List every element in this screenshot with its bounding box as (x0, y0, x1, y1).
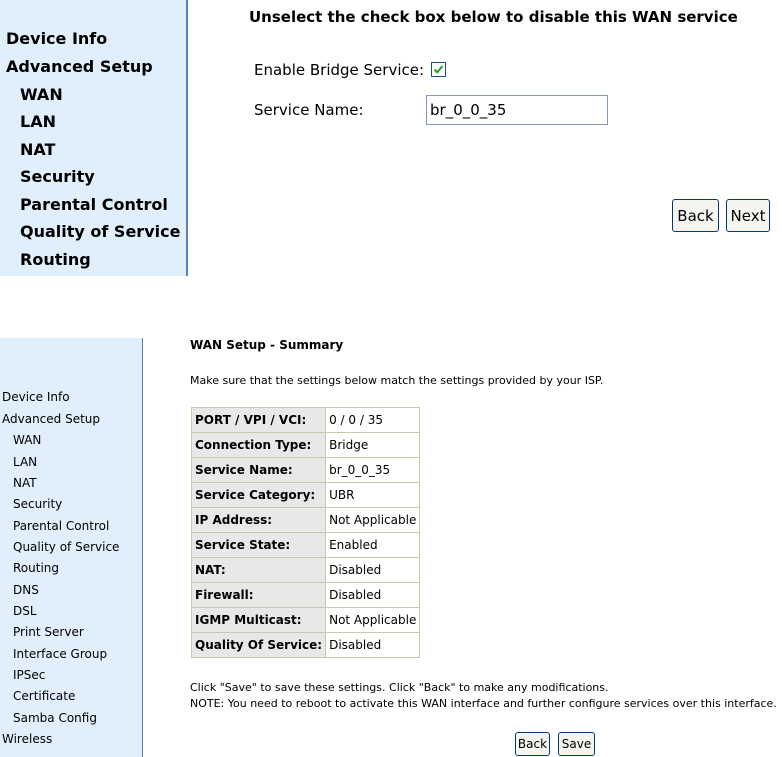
service-name-input[interactable] (426, 95, 608, 125)
sidebar-item-ipsec[interactable]: IPSec (13, 668, 46, 682)
sidebar-item-dns[interactable]: DNS (13, 583, 39, 597)
sidebar-item-samba-config[interactable]: Samba Config (13, 711, 97, 725)
sidebar-item-quality-of-service[interactable]: Quality of Service (20, 222, 181, 241)
sidebar-item-routing[interactable]: Routing (13, 561, 60, 575)
sidebar-item-wireless[interactable]: Wireless (2, 732, 53, 746)
sidebar-item-nat[interactable]: NAT (13, 476, 37, 490)
sidebar-item-security[interactable]: Security (20, 167, 95, 186)
sidebar-item-wan[interactable]: WAN (20, 85, 63, 104)
sidebar-item-lan[interactable]: LAN (20, 112, 56, 131)
sidebar-item-security[interactable]: Security (13, 497, 63, 511)
sidebar-item-lan[interactable]: LAN (13, 455, 38, 469)
table-row (192, 583, 420, 608)
summary-value: Not Applicable (326, 608, 420, 633)
checkmark-icon (433, 64, 444, 75)
summary-key: Service State: (192, 533, 326, 558)
sidebar-item-device-info[interactable]: Device Info (2, 390, 70, 404)
summary-key: Quality Of Service: (192, 633, 326, 658)
bottom-sidebar (0, 338, 143, 757)
summary-back-button[interactable]: Back (515, 732, 550, 756)
summary-key: IP Address: (192, 508, 326, 533)
table-row (192, 558, 420, 583)
summary-key: Connection Type: (192, 433, 326, 458)
summary-value: br_0_0_35 (326, 458, 420, 483)
table-row (192, 458, 420, 483)
table-row (192, 508, 420, 533)
table-row (192, 633, 420, 658)
sidebar-item-wan[interactable]: WAN (13, 433, 42, 447)
summary-key: NAT: (192, 558, 326, 583)
sidebar-item-interface-group[interactable]: Interface Group (13, 647, 108, 661)
summary-value: Disabled (326, 558, 420, 583)
summary-value: Disabled (326, 633, 420, 658)
summary-key: IGMP Multicast: (192, 608, 326, 633)
table-row (192, 483, 420, 508)
sidebar-item-advanced-setup[interactable]: Advanced Setup (6, 57, 153, 76)
summary-value: 0 / 0 / 35 (326, 408, 420, 433)
enable-bridge-checkbox[interactable] (431, 62, 446, 77)
summary-key: PORT / VPI / VCI: (192, 408, 326, 433)
summary-value: Bridge (326, 433, 420, 458)
page-heading: Unselect the check box below to disable this WAN service (249, 8, 738, 26)
summary-value: Disabled (326, 583, 420, 608)
sidebar-item-certificate[interactable]: Certificate (13, 689, 76, 703)
table-row (192, 608, 420, 633)
top-sidebar (0, 0, 188, 276)
summary-save-button[interactable]: Save (558, 732, 595, 756)
summary-value: UBR (326, 483, 420, 508)
summary-table (191, 407, 420, 658)
summary-intro: Make sure that the settings below match the settings provided by your ISP. (190, 374, 604, 387)
sidebar-item-print-server[interactable]: Print Server (13, 625, 84, 639)
sidebar-item-routing[interactable]: Routing (20, 250, 91, 269)
table-row (192, 533, 420, 558)
back-button[interactable]: Back (672, 199, 719, 232)
sidebar-item-advanced-setup[interactable]: Advanced Setup (2, 412, 101, 426)
summary-key: Service Name: (192, 458, 326, 483)
sidebar-item-nat[interactable]: NAT (20, 140, 56, 159)
enable-bridge-label: Enable Bridge Service: (254, 61, 425, 79)
summary-key: Service Category: (192, 483, 326, 508)
sidebar-item-device-info[interactable]: Device Info (6, 29, 108, 48)
table-row (192, 408, 420, 433)
save-hint-text: Click "Save" to save these settings. Click "Back" to make any modifications. (190, 681, 609, 694)
summary-value: Enabled (326, 533, 420, 558)
sidebar-item-parental-control[interactable]: Parental Control (20, 195, 168, 214)
service-name-label: Service Name: (254, 101, 364, 119)
sidebar-item-parental-control[interactable]: Parental Control (13, 519, 110, 533)
summary-value: Not Applicable (326, 508, 420, 533)
reboot-note-text: NOTE: You need to reboot to activate this WAN interface and further configure services over this interface. (190, 697, 777, 710)
summary-key: Firewall: (192, 583, 326, 608)
table-row (192, 433, 420, 458)
summary-title: WAN Setup - Summary (190, 338, 344, 352)
next-button[interactable]: Next (726, 199, 770, 232)
sidebar-item-quality-of-service[interactable]: Quality of Service (13, 540, 120, 554)
sidebar-item-dsl[interactable]: DSL (13, 604, 37, 618)
